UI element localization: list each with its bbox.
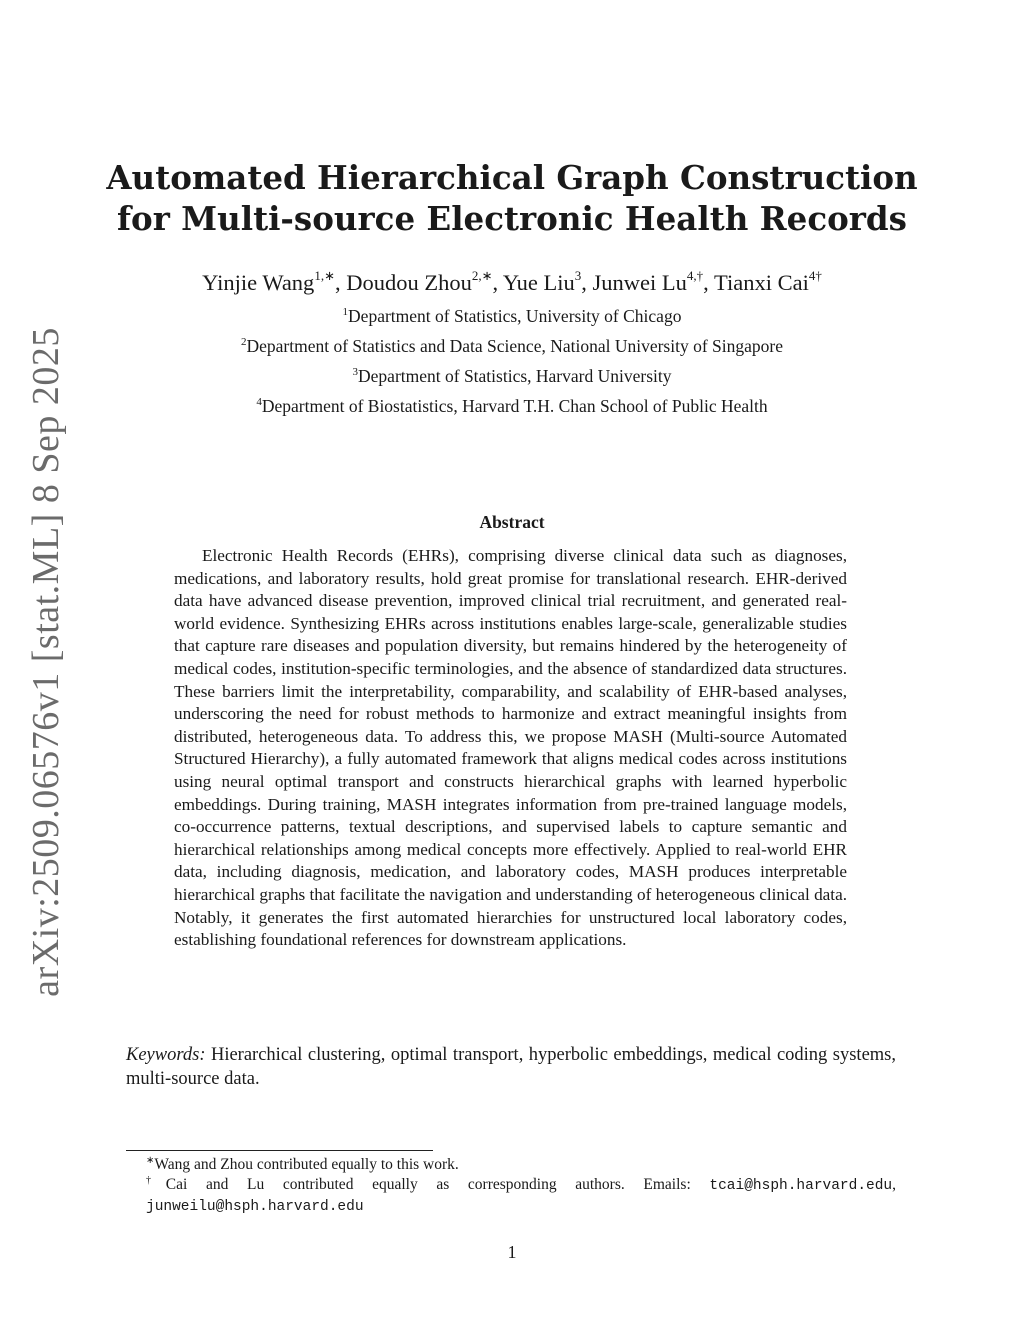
email-separator: , xyxy=(892,1176,897,1193)
footnotes xyxy=(126,1155,896,1217)
abstract-heading: Abstract xyxy=(479,512,545,532)
author-marks: 1,∗ xyxy=(314,268,335,283)
author-marks: 4,† xyxy=(686,268,704,283)
email-link-lu[interactable]: junweilu@hsph.harvard.edu xyxy=(146,1199,364,1215)
affiliation-number: 2 xyxy=(240,336,247,348)
footnote-equal-contribution xyxy=(126,1155,896,1175)
author-name: Yue Liu xyxy=(502,270,575,295)
keywords-section xyxy=(126,1043,896,1091)
abstract-body: Electronic Health Records (EHRs), comprising diverse clinical data such as diagnoses, medications, and laboratory results, hold great promise for translational research. EHR-derived data have advanced disease prevention, improved clinical trial recruitment, and generated real-world evidence. Synthesizing EHRs across institutions enables large-scale, generalizable studies that capture rare diseases and population diversity, but remains hindered by the heterogeneity of medical codes, institution-specific terminologies, and the absence of standardized data structures. These barriers limit the interpretability, comparability, and scalability of EHR-based analyses, underscoring the need for robust methods to harmonize and extract meaningful insights from distributed, heterogeneous data. To address this, we propose MASH (Multi-source Automated Structured Hierarchy), a fully automated framework that aligns medical codes across institutions using neural optimal transport and constructs hierarchical graphs with learned hyperbolic embeddings. During training, MASH integrates information from pre-trained language models, co-occurrence patterns, textual descriptions, and supervised labels to capture semantic and hierarchical relationships among medical concepts more effectively. Applied to real-world EHR data, including diagnosis, medication, and laboratory codes, MASH produces interpretable hierarchical graphs that facilitate the navigation and understanding of heterogeneous clinical data. Notably, it generates the first automated hierarchies for unstructured local laboratory codes, establishing foundational references for downstream applications. xyxy=(174,546,847,950)
author-marks: 3 xyxy=(574,268,582,283)
footnote-text: Cai and Lu contributed equally as corresponding authors. Emails: xyxy=(165,1176,710,1193)
affiliation-1 xyxy=(0,305,1024,327)
affiliation-number: 4 xyxy=(256,396,262,408)
affiliation-text: Department of Statistics, Harvard University xyxy=(358,366,672,386)
footnote-mark: † xyxy=(146,1175,166,1186)
affiliation-text: Department of Statistics and Data Science, National University of Singapore xyxy=(246,336,784,356)
title-line-1: Automated Hierarchical Graph Construction xyxy=(106,158,918,197)
author-name: Doudou Zhou xyxy=(346,270,472,295)
affiliation-text: Department of Statistics, University of Chicago xyxy=(348,306,682,326)
affiliation-number: 3 xyxy=(352,366,359,378)
page-number: 1 xyxy=(507,1242,517,1262)
footnote-mark: ∗ xyxy=(146,1155,155,1166)
author-name: Tianxi Cai xyxy=(714,270,809,295)
footnote-corresponding-authors xyxy=(126,1175,896,1217)
author-marks: 2,∗ xyxy=(471,268,493,283)
arxiv-identifier-stamp: arXiv:2509.06576v1 [stat.ML] 8 Sep 2025 xyxy=(25,327,67,997)
author-name: Junwei Lu xyxy=(592,270,687,295)
affiliation-text: Department of Biostatistics, Harvard T.H. Chan School of Public Health xyxy=(261,396,768,416)
keywords-label: Keywords: xyxy=(126,1045,206,1065)
footnote-divider xyxy=(126,1150,433,1151)
email-link-cai[interactable]: tcai@hsph.harvard.edu xyxy=(709,1178,893,1194)
affiliation-2 xyxy=(0,335,1024,357)
author-marks: 4† xyxy=(808,268,822,283)
paper-title xyxy=(0,157,1024,239)
footnote-text: Wang and Zhou contributed equally to this work. xyxy=(154,1156,459,1173)
affiliation-3 xyxy=(0,365,1024,387)
keywords-text: Hierarchical clustering, optimal transport, hyperbolic embeddings, medical coding systems, multi-source data. xyxy=(126,1045,896,1089)
affiliation-number: 1 xyxy=(342,306,349,318)
title-line-2: for Multi-source Electronic Health Records xyxy=(117,199,907,238)
author-list: Yinjie Wang$^{1,∗}$, Doudou Zhou$^{2,∗}$, Yue Liu$^3$, Junwei $Lu^{4,\dagger}$, Tianxi Cai$^{4\dagger}$ xyxy=(202,268,822,295)
affiliation-4 xyxy=(0,395,1024,417)
author-name: Yinjie Wang xyxy=(202,270,315,295)
